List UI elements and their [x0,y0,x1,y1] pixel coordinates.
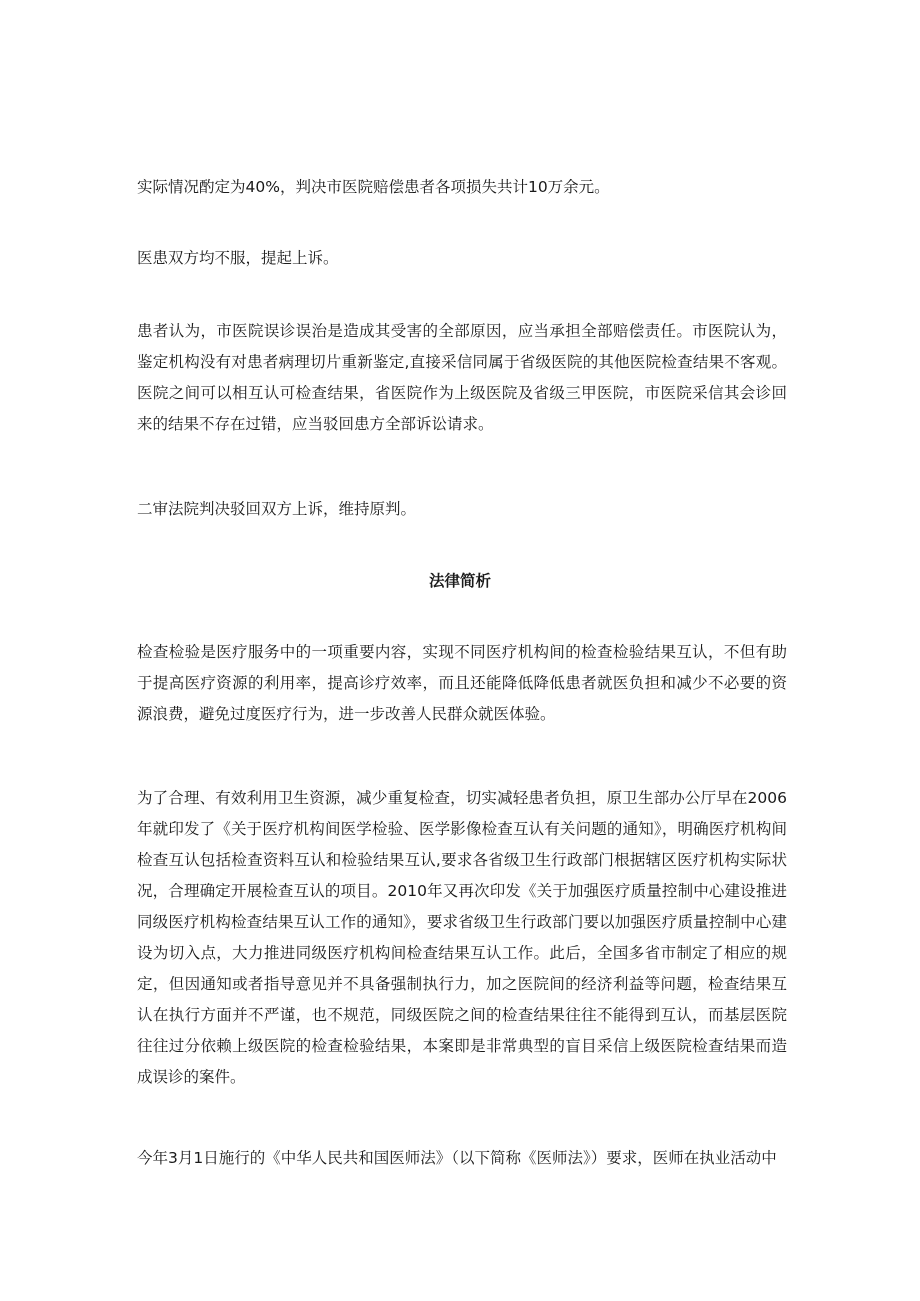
paragraph-appeal: 医患双方均不服，提起上诉。 [137,249,339,267]
paragraph-analysis-history: 为了合理、有效利用卫生资源，减少重复检查，切实减轻患者负担，原卫生部办公厅早在2006年就印发了《关于医疗机构间医学检验、医学影像检查互认有关问题的通知》，明确医疗机构间检查互认包括检查资料互认和检验结果互认,要求各省级卫生行政部门根据辖区医疗机构实际状况，合理确定开展检查互认的项目。2010年又再次印发《关于加强医疗质量控制中心建设推进同级医疗机构检查结果互认工作的通知》，要求省级卫生行政部门要以加强医疗质量控制中心建设为切入点，大力推进同级医疗机构间检查结果互认工作。此后，全国多省市制定了相应的规定，但因通知或者指导意见并不具备强制执行力，加之医院间的经济利益等问题，检查结果互认在执行方面并不严谨，也不规范，同级医院之间的检查结果往往不能得到互认，而基层医院往往过分依赖上级医院的检查检验结果，本案即是非常典型的盲目采信上级医院检查结果而造成误诊的案件。 [137,789,787,1086]
paragraph-second-instance: 二审法院判决驳回双方上诉，维持原判。 [137,500,417,518]
paragraph-judgment: 实际情况酌定为40%，判决市医院赔偿患者各项损失共计10万余元。 [137,178,610,196]
paragraph-arguments: 患者认为，市医院误诊误治是造成其受害的全部原因，应当承担全部赔偿责任。市医院认为，鉴定机构没有对患者病理切片重新鉴定,直接采信同属于省级医院的其他医院检查结果不客观。医院之间可以相互认可检查结果，省医院作为上级医院及省级三甲医院，市医院采信其会诊回来的结果不存在过错，应当驳回患方全部诉讼请求。 [137,322,787,433]
section-heading: 法律简析 [428,572,491,590]
paragraph-analysis-law: 今年3月1日施行的《中华人民共和国医师法》（以下简称《医师法》）要求，医师在执业活动中 [137,1149,777,1167]
paragraph-analysis-intro: 检查检验是医疗服务中的一项重要内容，实现不同医疗机构间的检查检验结果互认，不但有助于提高医疗资源的利用率，提高诊疗效率，而且还能降低降低患者就医负担和减少不必要的资源浪费，避免过度医疗行为，进一步改善人民群众就医体验。 [137,643,787,723]
